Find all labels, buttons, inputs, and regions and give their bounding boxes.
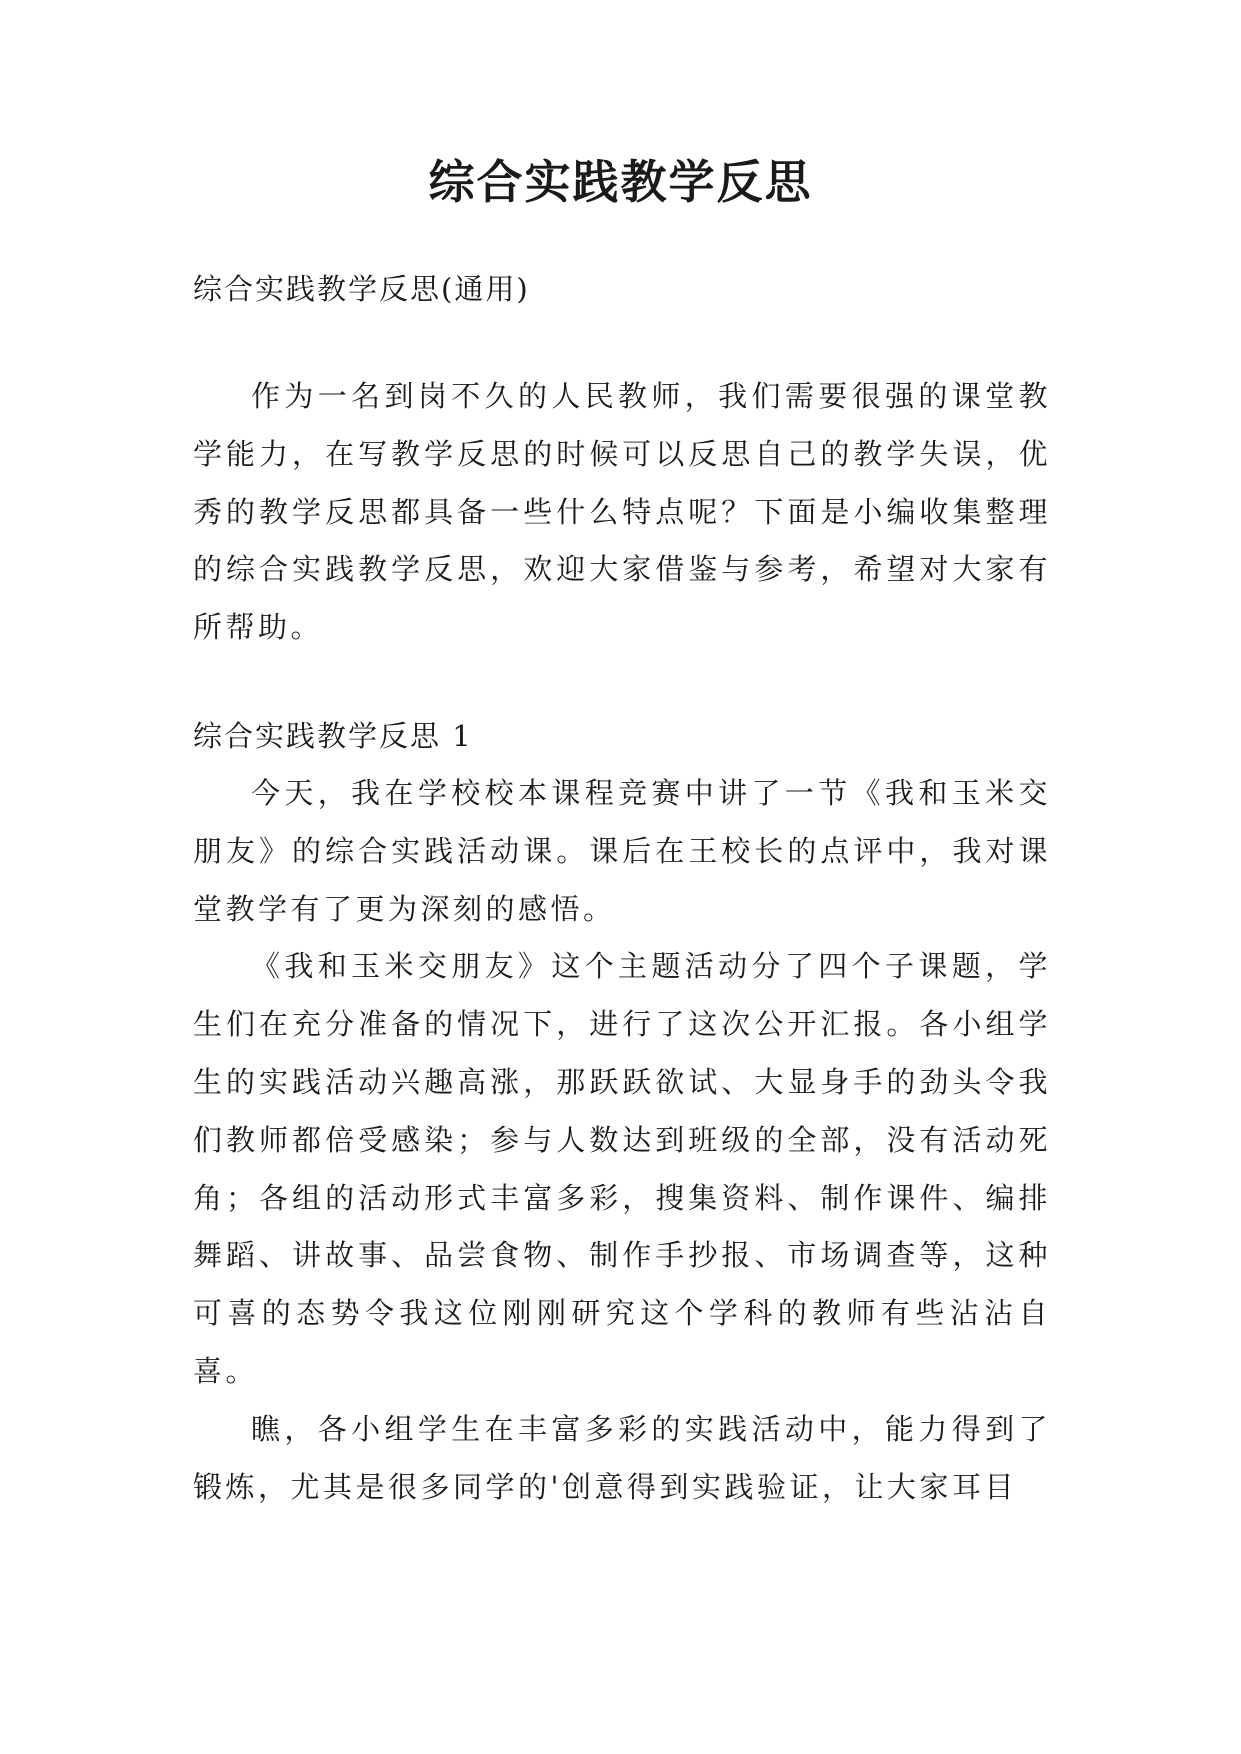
section-heading: 综合实践教学反思 1: [193, 718, 473, 753]
document-title: 综合实践教学反思: [428, 155, 813, 209]
intro-paragraph: 作为一名到岗不久的人民教师，我们需要很强的课堂教学能力，在写教学反思的时候可以反思自己的教学失误，优秀的教学反思都具备一些什么特点呢？下面是小编收集整理的综合实践教学反思，欢迎大家借鉴与参考，希望对大家有所帮助。: [193, 379, 1051, 645]
section-paragraph-3: 瞧，各小组学生在丰富多彩的实践活动中，能力得到了锻炼，尤其是很多同学的'创意得到实践验证，让大家耳目: [193, 1411, 1051, 1504]
section-1: [193, 707, 1051, 1516]
document-subtitle: 综合实践教学反思(通用): [193, 272, 530, 306]
section-paragraph-1: 今天，我在学校校本课程竞赛中讲了一节《我和玉米交朋友》的综合实践活动课。课后在王校长的点评中，我对课堂教学有了更为深刻的感悟。: [193, 775, 1051, 926]
section-paragraph-2: 《我和玉米交朋友》这个主题活动分了四个子课题，学生们在充分准备的情况下，进行了这次公开汇报。各小组学生的实践活动兴趣高涨，那跃跃欲试、大显身手的劲头令我们教师都倍受感染；参与人数达到班级的全部，没有活动死角；各组的活动形式丰富多彩，搜集资料、制作课件、编排舞蹈、讲故事、品尝食物、制作手抄报、市场调查等，这种可喜的态势令我这位刚刚研究这个学科的教师有些沾沾自喜。: [193, 949, 1051, 1388]
document-body: [193, 260, 1051, 1516]
